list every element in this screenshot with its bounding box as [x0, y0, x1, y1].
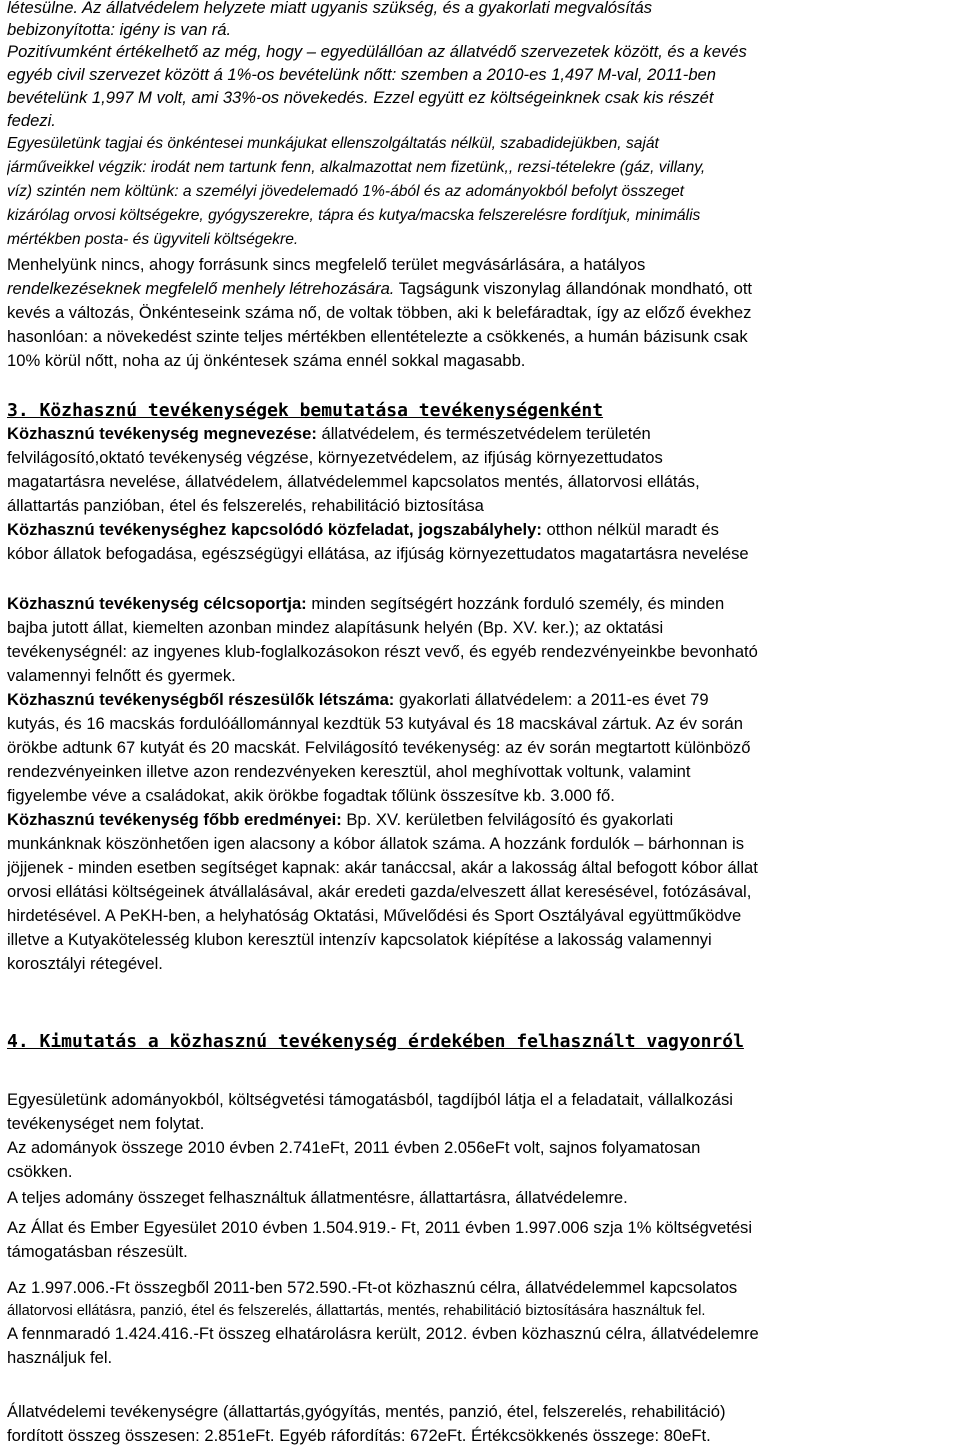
s3-target-group-line-2: bajba jutott állat, kiemelten azonban mindez alapításunk helyén (Bp. XV. ker.); az oktatási: [7, 618, 664, 637]
intro-line-2: bebizonyította: igény is van rá.: [7, 20, 232, 39]
s4-para-6-line-1: A fennmaradó 1.424.416.-Ft összeg elhatárolásra került, 2012. évben közhasznú célra, állatvédelemre: [7, 1324, 759, 1343]
s3-beneficiaries-line-5: figyelembe véve a családokat, akik örökbe fogadtak tőlünk összesítve kb. 3.000 fő.: [7, 786, 615, 805]
intro-line-13-rest: Tagságunk viszonylag állandónak mondható, ott: [394, 279, 753, 298]
s3-public-task-line-2: kóbor állatok befogadása, egészségügyi ellátása, az ifjúság környezettudatos magatartásra nevelése: [7, 544, 749, 563]
s3-beneficiaries-line-4: rendezvényeinken illetve azon rendezvényeken keresztül, ahol meghívottak voltunk, valamint: [7, 762, 691, 781]
intro-line-8: járműveikkel végzik: irodát nem tartunk fenn, alkalmazottat nem fizetünk,, rezsi-tételekre (gáz, villany,: [7, 159, 706, 176]
s4-para-5-line-2: állatorvosi ellátásra, panzió, étel és felszerelés, állattartás, mentés, rehabilitáció biztosítására használtuk fel.: [7, 1303, 706, 1319]
intro-line-6: fedezi.: [7, 111, 56, 130]
s3-results-text: Bp. XV. kerületben felvilágosító és gyakorlati: [341, 810, 674, 829]
s3-activity-name-text: állatvédelem, és természetvédelem területén: [316, 424, 651, 443]
s3-results-line-3: jöjjenek - minden esetben segítséget kapnak: akár tanáccsal, akár a lakosság által befogott kóbor állat: [7, 858, 758, 877]
s3-results-label: Közhasznú tevékenység főbb eredményei:: [7, 810, 342, 829]
s3-target-group-line-4: valamennyi felnőtt és gyermek.: [7, 666, 236, 685]
intro-line-7: Egyesületünk tagjai és önkéntesei munkájukat ellenszolgáltatás nélkül, szabadidejükben, saját: [7, 135, 659, 152]
s3-beneficiaries-line-2: kutyás, és 16 macskás fordulóállománnyal kezdtük 53 kutyával és 18 macskával zártuk. Az év során: [7, 714, 744, 733]
s4-para-3: A teljes adomány összeget felhasználtuk állatmentésre, állattartásra, állatvédelemre.: [7, 1188, 628, 1207]
s3-results-line-4: orvosi ellátási költségeinek átvállalásával, akár eredeti gazda/elveszett állat keresésével, fotózásával,: [7, 882, 752, 901]
s3-results-line-5: hirdetésével. A PeKH-ben, a helyhatóság Oktatási, Művelődési és Sport Osztályával együttműködve: [7, 906, 742, 925]
intro-line-11: mértékben posta- és ügyviteli költségekre.: [7, 231, 299, 248]
s3-results-line-2: munkánknak köszönhetően igen alacsony a kóbor állatok száma. A hozzánk fordulók – bárhonnan is: [7, 834, 745, 853]
intro-line-3: Pozitívumként értékelhető az még, hogy – egyedülállóan az állatvédő szervezetek között, és a kevés: [7, 42, 747, 61]
s4-para-7-line-1: Állatvédelemi tevékenységre (állattartás,gyógyítás, mentés, panzió, étel, felszerelés, rehabilitáció): [7, 1402, 726, 1421]
s3-target-group-text: minden segítségért hozzánk forduló személy, és minden: [306, 594, 725, 613]
intro-line-16: 10% körül nőtt, noha az új önkéntesek száma ennél sokkal magasabb.: [7, 351, 526, 370]
s3-activity-name-line-4: állattartás panzióban, étel és felszerelés, rehabilitáció biztosítása: [7, 496, 484, 515]
intro-line-9: víz) szintén nem költünk: a személyi jövedelemadó 1%-ából és az adományokból befolyt összeget: [7, 183, 684, 200]
intro-line-12: Menhelyünk nincs, ahogy forrásunk sincs megfelelő terület megvásárlására, a hatályos: [7, 255, 646, 274]
s4-para-4-line-2: támogatásban részesült.: [7, 1242, 188, 1261]
s3-beneficiaries-line-3: örökbe adtunk 67 kutyát és 20 macskát. Felvilágosító tevékenység: az év során megtartott különböző: [7, 738, 751, 757]
s3-beneficiaries-label: Közhasznú tevékenységből részesülők létszáma:: [7, 690, 395, 709]
s3-results-line-7: korosztályi rétegével.: [7, 954, 163, 973]
s4-para-7-line-2: fordított összeg összesen: 2.851eFt. Egyéb ráfordítás: 672eFt. Értékcsökkenés összege: 80eFt.: [7, 1426, 711, 1445]
s3-activity-name-line-2: felvilágosító,oktató tevékenység végzése, környezetvédelem, az ifjúság környezettudatos: [7, 448, 663, 467]
s4-para-2-line-2: csökken.: [7, 1162, 73, 1181]
intro-line-15: hasonlóan: a növekedést szinte teljes mértékben ellentételezte a csökkenés, a humán bázisunk csak: [7, 327, 748, 346]
s3-target-group-label: Közhasznú tevékenység célcsoportja:: [7, 594, 307, 613]
intro-line-10: kizárólag orvosi költségekre, gyógyszerekre, tápra és kutya/macska felszerelésre fordítjuk, minimális: [7, 207, 701, 224]
s3-activity-name-line-3: magatartásra nevelése, állatvédelem, állatvédelemmel kapcsolatos mentés, állatorvosi ellátás,: [7, 472, 700, 491]
s4-para-4-line-1: Az Állat és Ember Egyesület 2010 évben 1.504.919.- Ft, 2011 évben 1.997.006 szja 1% költségvetési: [7, 1218, 753, 1237]
s3-activity-name: [7, 422, 955, 446]
intro-line-13-italic: rendelkezéseknek megfelelő menhely létrehozására.: [7, 279, 395, 298]
s3-target-group-line-3: tevékenységnél: az ingyenes klub-foglalkozásokon részt vevő, és egyéb rendezvényeinkbe bevonható: [7, 642, 758, 661]
s4-para-5-line-1: Az 1.997.006.-Ft összegből 2011-ben 572.590.-Ft-ot közhasznú célra, állatvédelemmel kapcsolatos: [7, 1278, 738, 1297]
s3-results: [7, 808, 955, 832]
s4-para-1-line-1: Egyesületünk adományokból, költségvetési támogatásból, tagdíjból látja el a feladatait, vállalkozási: [7, 1090, 733, 1109]
s3-public-task-text: otthon nélkül maradt és: [541, 520, 719, 539]
intro-line-14: kevés a változás, Önkénteseink száma nő, de voltak többen, aki k belefáradtak, így az előző évekhez: [7, 303, 752, 322]
intro-line-5: bevételünk 1,997 M volt, ami 33%-os növekedés. Ezzel együtt ez költségeinknek csak kis részét: [7, 88, 714, 107]
s3-target-group: [7, 592, 955, 616]
s3-beneficiaries: [7, 688, 955, 712]
s3-public-task-label: Közhasznú tevékenységhez kapcsolódó közfeladat, jogszabályhely:: [7, 520, 542, 539]
s3-results-line-6: illetve a Kutyakötelesség klubon keresztül intenzív kapcsolatok kiépítése a lakosság valamennyi: [7, 930, 712, 949]
section-4-title: 4. Kimutatás a közhasznú tevékenység érdekében felhasznált vagyonról: [7, 1031, 744, 1052]
intro-line-13: [7, 277, 955, 301]
s3-activity-name-label: Közhasznú tevékenység megnevezése:: [7, 424, 317, 443]
s4-para-6-line-2: használjuk fel.: [7, 1348, 113, 1367]
s3-beneficiaries-text: gyakorlati állatvédelem: a 2011-es évet 79: [394, 690, 709, 709]
s4-para-1-line-2: tevékenységet nem folytat.: [7, 1114, 205, 1133]
s3-public-task: [7, 518, 955, 542]
intro-line-1: létesülne. Az állatvédelem helyzete miatt ugyanis szükség, és a gyakorlati megvalósítás: [7, 0, 653, 17]
s4-para-2-line-1: Az adományok összege 2010 évben 2.741eFt, 2011 évben 2.056eFt volt, sajnos folyamatosan: [7, 1138, 701, 1157]
section-3-title: 3. Közhasznú tevékenységek bemutatása tevékenységenként: [7, 400, 604, 421]
intro-line-4: egyéb civil szervezet között á 1%-os bevételünk nőtt: szemben a 2010-es 1,497 M-val, 2011-ben: [7, 65, 717, 84]
